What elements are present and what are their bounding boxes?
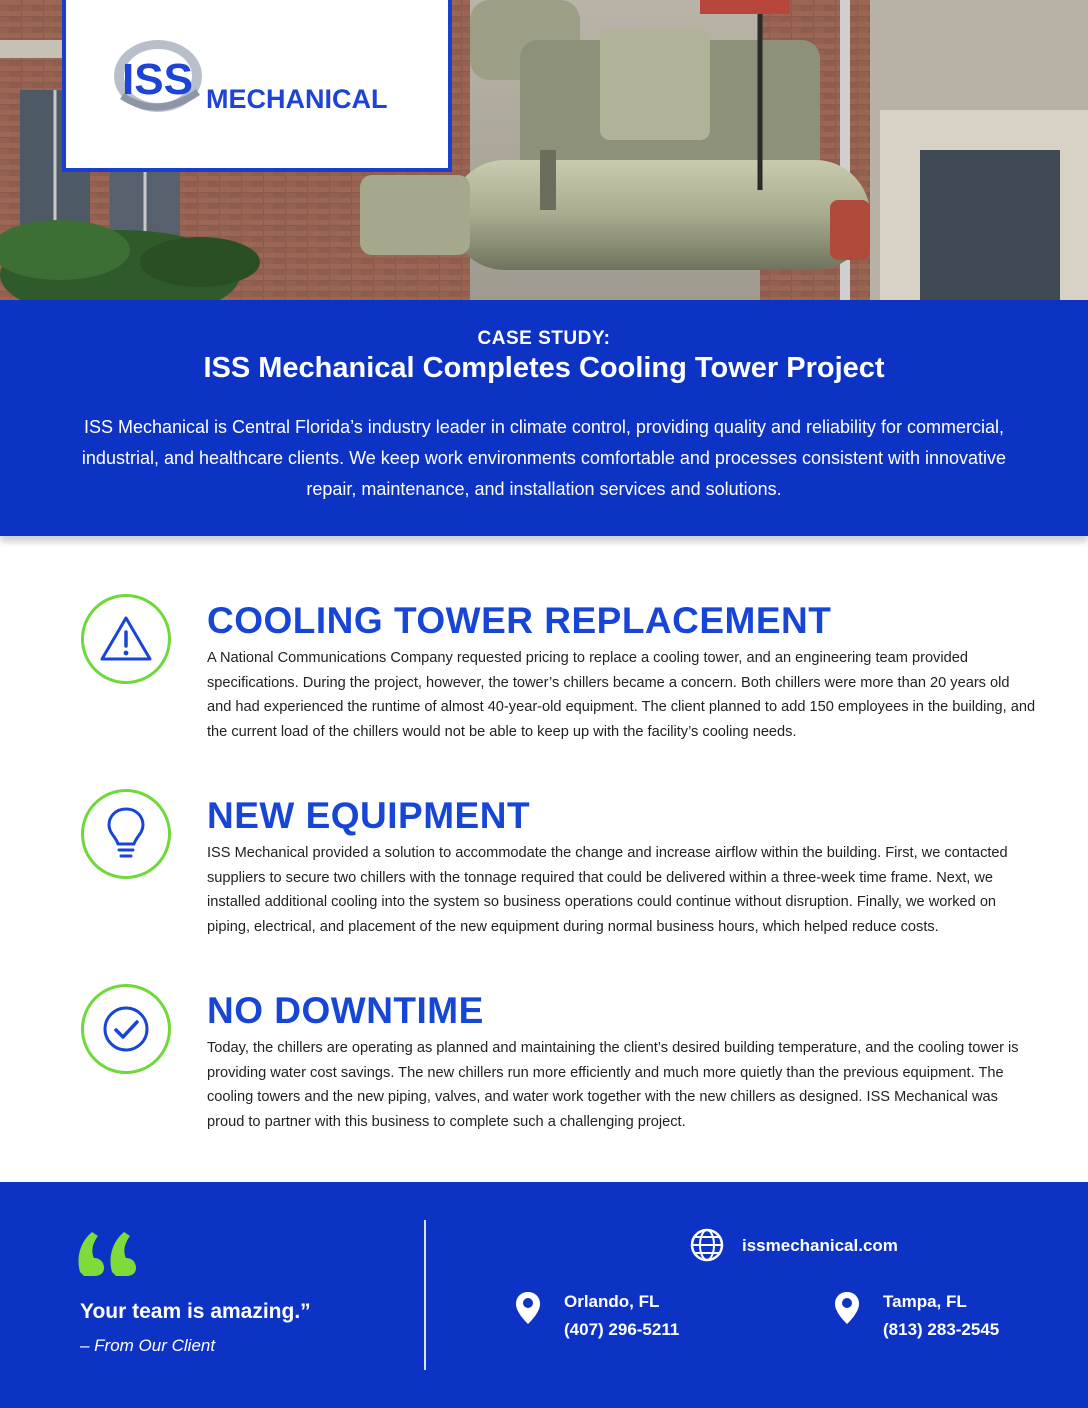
location-pin-icon (833, 1290, 861, 1326)
warning-triangle-icon (81, 594, 171, 684)
intro-band (0, 300, 1088, 536)
company-logo (62, 0, 452, 172)
office-phone-orlando[interactable]: (407) 296-5211 (564, 1320, 680, 1339)
logo-wordmark: MECHANICAL (206, 84, 388, 114)
section-body: Today, the chillers are operating as planned and maintaining the client’s desired building temperature, and the cooling tower is providing water cost savings. The new chillers run more efficiently and much more quietly than the previous equipment. The cooling towers and the new piping, valves, and water work together with the new chillers as designed. ISS Mechanical was proud to partner with this business to complete such a challenging project. (207, 1040, 1019, 1131)
testimonial-source: – From Our Client (80, 1336, 216, 1355)
office-city-orlando: Orlando, FL (564, 1292, 660, 1311)
page-title: ISS Mechanical Completes Cooling Tower Project (203, 352, 885, 384)
lightbulb-icon (81, 789, 171, 879)
section-heading: NO DOWNTIME (207, 990, 484, 1031)
intro-paragraph: ISS Mechanical is Central Florida’s industry leader in climate control, providing quality and reliability for commercial, industrial, and healthcare clients. We keep work environments comfortable and processes consistent with innovative repair, maintenance, and installation services and solutions. (81, 417, 1007, 499)
section-body: A National Communications Company requested pricing to replace a cooling tower, and an engineering team provided specifications. During the project, however, the tower’s chillers became a concern. Both chillers were more than 20 years old and had experienced the runtime of almost 40-year-old equipment. The client planned to add 150 employees in the building, and the current load of the chillers would not be able to keep up with the facility’s cooling needs. (207, 650, 1036, 741)
office-phone-tampa[interactable]: (813) 283-2545 (883, 1320, 1000, 1339)
section-heading: NEW EQUIPMENT (207, 795, 531, 836)
checkmark-circle-icon (81, 984, 171, 1074)
quote-mark-icon (76, 1228, 140, 1278)
office-city-tampa: Tampa, FL (883, 1292, 967, 1311)
section-body: ISS Mechanical provided a solution to accommodate the change and increase airflow within the building. First, we contacted suppliers to secure two chillers with the tonnage required that could be delivered within a three-week time frame. Next, we installed additional cooling into the system so business operations could continue without disruption. Finally, we worked on piping, electrical, and placement of the new equipment during normal business hours, which helped reduce costs. (207, 845, 1008, 936)
website-link[interactable]: issmechanical.com (742, 1236, 898, 1255)
hero-photo (0, 0, 1088, 300)
footer-divider (424, 1220, 426, 1370)
section-heading: COOLING TOWER REPLACEMENT (207, 600, 832, 641)
logo-mark: ISS (122, 55, 193, 104)
testimonial-quote: Your team is amazing.” (80, 1300, 311, 1323)
location-pin-icon (514, 1290, 542, 1326)
footer (0, 1182, 1088, 1408)
globe-icon (690, 1228, 724, 1262)
case-study-kicker: CASE STUDY: (477, 328, 611, 349)
